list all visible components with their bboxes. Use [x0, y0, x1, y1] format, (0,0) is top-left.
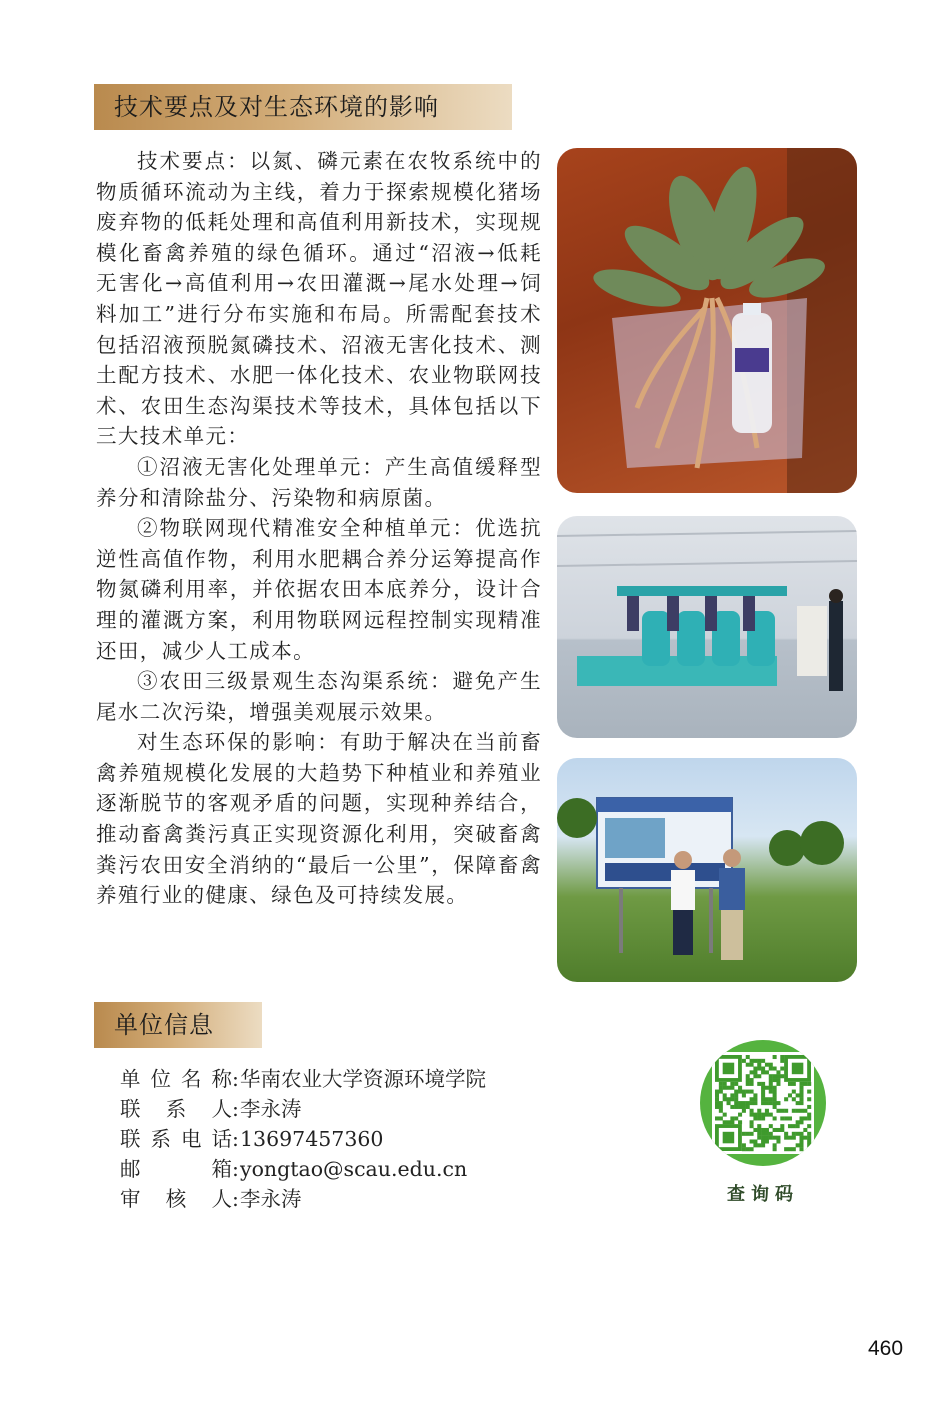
technical-body: [96, 146, 542, 911]
paragraph-unit-2: ②物联网现代精准安全种植单元：优选抗逆性高值作物，利用水肥耦合养分运筹提高作物氮磷利用率，并依据农田本底养分，设计合理的灌溉方案，利用物联网远程控制实现精准还田，减少人工成本。: [96, 516, 542, 663]
info-colon: :: [232, 1127, 239, 1151]
unit-info-list: [120, 1064, 560, 1214]
info-label: 审核人: [120, 1187, 232, 1211]
info-value-phone: 13697457360: [240, 1127, 384, 1151]
photo-site-billboard: [557, 758, 857, 982]
paragraph-unit-3: ③农田三级景观生态沟渠系统：避免产生尾水二次污染，增强美观展示效果。: [96, 669, 542, 724]
section-heading-technical: 技术要点及对生态环境的影响: [94, 84, 512, 130]
qr-code[interactable]: [700, 1040, 826, 1166]
photo-treatment-tanks: [557, 516, 857, 738]
info-colon: :: [232, 1097, 239, 1121]
info-value-contact: 李永涛: [240, 1097, 302, 1121]
paragraph-intro: 技术要点：以氮、磷元素在农牧系统中的物质循环流动为主线，着力于探索规模化猪场废弃物的低耗处理和高值利用新技术，实现规模化畜禽养殖的绿色循环。通过“沼液→低耗无害化→高值利用→农田灌溉→尾水处理→饲料加工”进行分布实施和布局。所需配套技术包括沼液预脱氮磷技术、沼液无害化技术、测土配方技术、水肥一体化技术、农业物联网技术、农田生态沟渠技术等技术，具体包括以下三大技术单元：: [96, 149, 542, 449]
info-row-contact: [120, 1094, 560, 1124]
info-colon: :: [232, 1157, 239, 1181]
section-heading-unit: 单位信息: [94, 1002, 262, 1048]
info-value-reviewer: 李永涛: [240, 1187, 302, 1211]
paragraph-ecology: 对生态环保的影响：有助于解决在当前畜禽养殖规模化发展的大趋势下种植业和养殖业逐渐脱节的客观矛盾的问题，实现种养结合，推动畜禽粪污真正实现资源化利用，突破畜禽粪污农田安全消纳的“最后一公里”，保障畜禽养殖行业的健康、绿色及可持续发展。: [96, 730, 542, 908]
page-number: 460: [868, 1337, 904, 1360]
info-colon: :: [232, 1067, 239, 1091]
info-label: 联系电话: [120, 1127, 232, 1151]
qr-caption: 查询码: [727, 1184, 799, 1205]
info-label: 联系人: [120, 1097, 232, 1121]
info-row-phone: [120, 1124, 560, 1154]
paragraph-unit-1: ①沼液无害化处理单元：产生高值缓释型养分和清除盐分、污染物和病原菌。: [96, 454, 542, 510]
info-value-email[interactable]: yongtao@scau.edu.cn: [240, 1157, 468, 1181]
info-row-unit-name: [120, 1064, 560, 1094]
info-colon: :: [232, 1187, 239, 1211]
qr-pattern: [700, 1040, 826, 1166]
info-label: 单位名称: [120, 1067, 232, 1091]
info-row-email: [120, 1154, 560, 1184]
photo-plant-roots: [557, 148, 857, 493]
info-row-reviewer: [120, 1184, 560, 1214]
info-value-unit-name: 华南农业大学资源环境学院: [240, 1067, 486, 1091]
info-label: 邮箱: [120, 1157, 232, 1181]
